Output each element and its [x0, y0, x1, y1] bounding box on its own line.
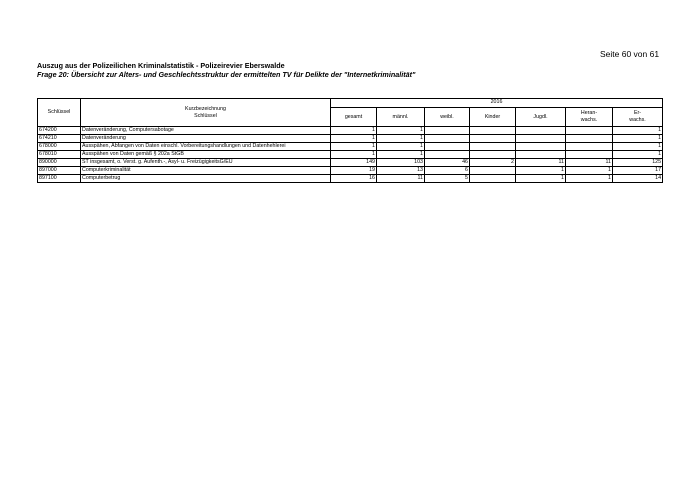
- table-row: [38, 143, 663, 151]
- col-header-kurzbezeichnung: [81, 99, 331, 127]
- col-header-line: gesamt: [344, 113, 363, 120]
- row-value: 1: [566, 167, 613, 175]
- col-header: [331, 108, 377, 127]
- row-code: 674210: [38, 135, 81, 143]
- row-label: Datenveränderung: [81, 135, 331, 143]
- row-value: [425, 143, 470, 151]
- row-value: 103: [377, 159, 425, 167]
- row-code: 897100: [38, 175, 81, 183]
- row-value: 149: [331, 159, 377, 167]
- row-code: 678000: [38, 143, 81, 151]
- row-value: [425, 127, 470, 135]
- row-value: 46: [425, 159, 470, 167]
- row-value: 17: [613, 167, 663, 175]
- row-value: [566, 143, 613, 151]
- row-value: 1: [516, 175, 566, 183]
- col-header: [425, 108, 470, 127]
- row-value: 1: [566, 175, 613, 183]
- row-value: 11: [516, 159, 566, 167]
- row-value: [425, 151, 470, 159]
- col-header-line: Kinder: [484, 113, 501, 120]
- col-header-line: wachs.: [629, 117, 646, 123]
- col-header: [470, 108, 516, 127]
- row-value: [425, 135, 470, 143]
- row-value: 1: [377, 127, 425, 135]
- row-value: 1: [613, 143, 663, 151]
- row-value: 5: [425, 175, 470, 183]
- row-value: 125: [613, 159, 663, 167]
- row-value: [516, 135, 566, 143]
- col-header-schluessel: Schlüssel: [38, 99, 81, 127]
- col-header: [566, 108, 613, 127]
- row-label: Computerbetrug: [81, 175, 331, 183]
- row-value: 13: [377, 167, 425, 175]
- row-value: [516, 143, 566, 151]
- row-value: 1: [331, 143, 377, 151]
- row-value: 1: [377, 135, 425, 143]
- page-number: Seite 60 von 61: [600, 49, 660, 59]
- col-header-line: Jugdl.: [533, 113, 548, 120]
- document-subtitle: Frage 20: Übersicht zur Alters- und Geschlechtsstruktur der ermittelten TV für Delikte der "Internetkriminalität": [37, 70, 416, 79]
- table-row: [38, 135, 663, 143]
- row-value: [566, 127, 613, 135]
- row-value: 14: [613, 175, 663, 183]
- table-row: [38, 127, 663, 135]
- row-value: 1: [516, 167, 566, 175]
- row-value: 16: [331, 175, 377, 183]
- row-label: Ausspähen von Daten gemäß § 202a StGB: [81, 151, 331, 159]
- row-value: [470, 143, 516, 151]
- col-header: [516, 108, 566, 127]
- row-value: [516, 151, 566, 159]
- row-value: [470, 175, 516, 183]
- row-value: 1: [377, 143, 425, 151]
- row-value: [470, 127, 516, 135]
- row-value: [516, 127, 566, 135]
- col-header-line: wachs.: [580, 117, 598, 123]
- row-value: 1: [377, 151, 425, 159]
- row-value: 11: [566, 159, 613, 167]
- row-value: 1: [613, 135, 663, 143]
- row-label: Computerkriminalität: [81, 167, 331, 175]
- header-row-year: [38, 99, 663, 108]
- row-code: 674200: [38, 127, 81, 135]
- row-code: 678010: [38, 151, 81, 159]
- row-code: 897000: [38, 167, 81, 175]
- row-label: ST insgesamt, o. Verst. g. Aufenth.-, Asyl- u. FreizügigkeitsG/EU: [81, 159, 331, 167]
- table-row: [38, 159, 663, 167]
- row-value: 1: [613, 151, 663, 159]
- table-row: [38, 151, 663, 159]
- table-body: [38, 127, 663, 183]
- row-value: [470, 167, 516, 175]
- row-value: 6: [425, 167, 470, 175]
- row-code: 890000: [38, 159, 81, 167]
- row-value: 11: [377, 175, 425, 183]
- table-row: [38, 167, 663, 175]
- statistics-table: [37, 98, 663, 183]
- row-label: Ausspähen, Abfangen von Daten einschl. Vorbereitungshandlungen und Datenhehlerei: [81, 143, 331, 151]
- year-header: 2016: [331, 99, 663, 108]
- row-value: 2: [470, 159, 516, 167]
- document-title: Auszug aus der Polizeilichen Kriminalstatistik - Polizeirevier Eberswalde: [37, 61, 285, 70]
- row-value: [470, 135, 516, 143]
- kurzbezeichnung-line1: Kurzbezeichnung: [185, 105, 226, 112]
- table-row: [38, 175, 663, 183]
- row-value: [470, 151, 516, 159]
- col-header: [377, 108, 425, 127]
- row-value: [566, 135, 613, 143]
- row-label: Datenveränderung, Computersabotage: [81, 127, 331, 135]
- col-header-line: Er-: [633, 110, 642, 117]
- row-value: 1: [613, 127, 663, 135]
- col-header-line: weibl.: [440, 113, 454, 120]
- col-header-line: männl.: [392, 113, 409, 120]
- kurzbezeichnung-line2: Schlüssel: [194, 112, 217, 119]
- row-value: 1: [331, 151, 377, 159]
- col-header-line: Heran-: [580, 110, 598, 117]
- row-value: 1: [331, 127, 377, 135]
- row-value: 1: [331, 135, 377, 143]
- row-value: [566, 151, 613, 159]
- col-header: [613, 108, 663, 127]
- row-value: 19: [331, 167, 377, 175]
